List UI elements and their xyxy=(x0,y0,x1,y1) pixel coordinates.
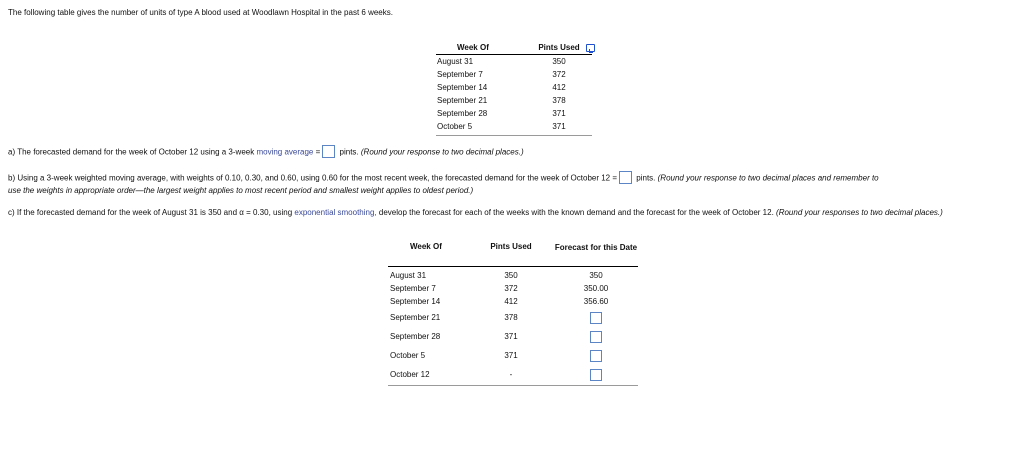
pints-cell: 350 xyxy=(552,57,566,66)
week-cell: September 14 xyxy=(390,297,441,306)
table-row xyxy=(436,68,592,81)
table-row xyxy=(388,295,638,308)
table-row xyxy=(388,282,638,295)
forecast-input-sep-28[interactable] xyxy=(590,331,602,343)
question-a-equals: = xyxy=(315,147,321,157)
table-row xyxy=(436,120,592,133)
forecast-cell: 356.60 xyxy=(583,297,609,306)
forecast-input-oct-5[interactable] xyxy=(590,350,602,362)
pints-cell: 350 xyxy=(504,271,518,280)
question-b-text: b) Using a 3-week weighted moving average, with weights of 0.10, 0.30, and 0.60, using 0.60 for the most recent week, the forecasted demand for the week of October 12 = xyxy=(8,173,618,183)
demand-table xyxy=(436,41,592,136)
forecast-cell xyxy=(554,331,638,343)
table-bottom-rule xyxy=(436,133,592,136)
question-c xyxy=(8,207,1016,218)
pints-cell: 371 xyxy=(504,351,518,360)
pints-cell: 412 xyxy=(504,297,518,306)
week-cell: September 21 xyxy=(390,313,441,322)
exponential-smoothing-link[interactable]: exponential smoothing, xyxy=(294,208,377,217)
table-row xyxy=(388,346,638,365)
question-a xyxy=(8,146,524,159)
question-c-hint: (Round your responses to two decimal places.) xyxy=(776,208,943,217)
moving-average-link[interactable]: moving average xyxy=(256,147,314,157)
table-row xyxy=(388,365,638,384)
header-week-of: Week Of xyxy=(410,242,442,251)
week-cell: October 12 xyxy=(390,370,430,379)
question-c-prefix: c) If the forecasted demand for the week of August 31 is 350 and α = 0.30, using xyxy=(8,208,293,217)
week-cell: August 31 xyxy=(437,57,474,66)
header-forecast: Forecast for this Date xyxy=(554,243,638,252)
forecast-cell: 350 xyxy=(589,271,603,280)
question-b-suffix: pints. xyxy=(636,173,656,183)
forecast-cell xyxy=(554,369,638,381)
question-b-hint-1: (Round your response to two decimal places and remember to xyxy=(657,173,879,183)
forecast-table-header xyxy=(388,240,638,267)
forecast-input-oct-12[interactable] xyxy=(590,369,602,381)
pints-cell: 378 xyxy=(552,96,566,105)
header-pints-used: Pints Used xyxy=(538,43,580,52)
demand-table-header xyxy=(436,41,592,55)
question-b xyxy=(8,172,1020,196)
header-pints-used: Pints Used xyxy=(490,242,532,251)
week-cell: September 14 xyxy=(437,83,488,92)
question-a-hint: (Round your response to two decimal places.) xyxy=(360,147,524,157)
table-row xyxy=(436,94,592,107)
table-row xyxy=(388,327,638,346)
week-cell: September 7 xyxy=(437,70,483,79)
question-a-prefix: a) The forecasted demand for the week of October 12 using a 3-week xyxy=(8,147,255,157)
table-row xyxy=(388,308,638,327)
pints-cell: 371 xyxy=(504,332,518,341)
header-week-of: Week Of xyxy=(457,43,489,52)
question-b-hint-2: use the weights in appropriate order—the largest weight applies to most recent period and smallest weight applies to oldest period.) xyxy=(8,186,474,195)
question-c-suffix: develop the forecast for each of the weeks with the known demand and the forecast for the week of October 12. xyxy=(378,208,774,217)
forecast-cell: 350.00 xyxy=(583,284,609,293)
week-cell: August 31 xyxy=(390,271,427,280)
pints-cell: - xyxy=(509,370,513,379)
forecast-table xyxy=(388,240,638,386)
pints-cell: 371 xyxy=(552,122,566,131)
forecast-input-sep-21[interactable] xyxy=(590,312,602,324)
question-a-suffix: pints. xyxy=(339,147,359,157)
pints-cell: 378 xyxy=(504,313,518,322)
table-bottom-rule xyxy=(388,384,638,386)
table-row xyxy=(436,81,592,94)
intro-text: The following table gives the number of units of type A blood used at Woodlawn Hospital in the past 6 weeks. xyxy=(8,8,393,17)
table-row xyxy=(388,269,638,282)
copy-table-icon[interactable] xyxy=(586,44,595,52)
forecast-cell xyxy=(554,350,638,362)
pints-cell: 372 xyxy=(552,70,566,79)
week-cell: October 5 xyxy=(390,351,426,360)
forecast-cell xyxy=(554,312,638,324)
answer-b-input[interactable] xyxy=(619,171,632,184)
answer-a-input[interactable] xyxy=(322,145,335,158)
pints-cell: 372 xyxy=(504,284,518,293)
pints-cell: 371 xyxy=(552,109,566,118)
pints-cell: 412 xyxy=(552,83,566,92)
table-row xyxy=(436,55,592,68)
week-cell: September 28 xyxy=(390,332,441,341)
week-cell: September 7 xyxy=(390,284,436,293)
table-row xyxy=(436,107,592,120)
week-cell: September 28 xyxy=(437,109,488,118)
week-cell: September 21 xyxy=(437,96,488,105)
week-cell: October 5 xyxy=(437,122,473,131)
